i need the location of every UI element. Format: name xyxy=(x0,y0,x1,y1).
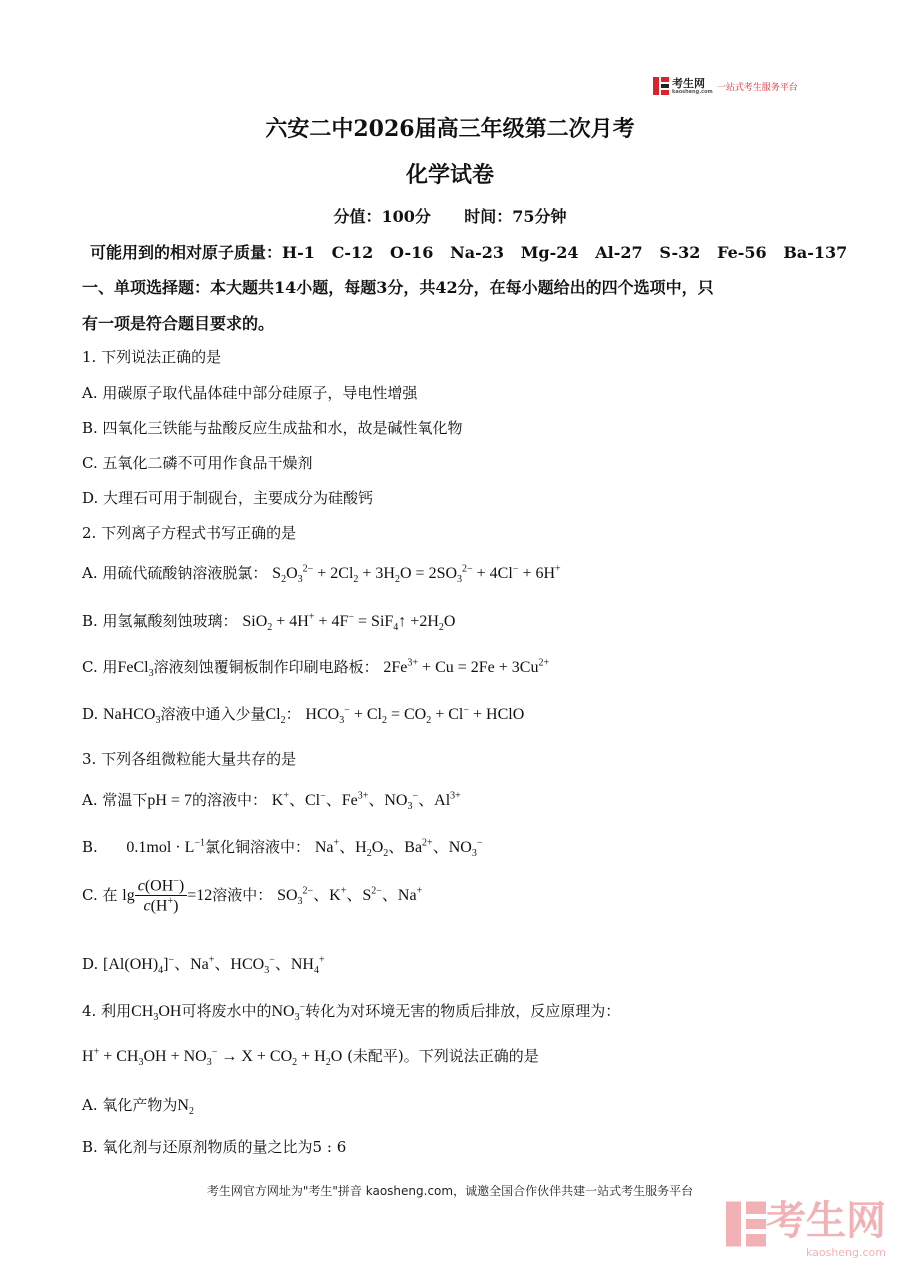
q2-b-equation: SiO$_2$ + 4H+ + 4F− = SiF$_4$↑ $+2H_2O$ xyxy=(242,611,456,634)
watermark xyxy=(726,1189,886,1259)
q3-option-b: B. $0.1mol \cdot L^{-1}$氯化铜溶液中： Na+、$H_2O_2$、$Ba^{2+}$、$NO_3^-$ xyxy=(82,837,483,860)
section-heading-line1: 一、单项选择题：本大题共14小题，每题3分，共42分，在每小题给出的四个选项中，只 xyxy=(82,278,714,297)
logo-slogan: 一站式考生服务平台 xyxy=(716,82,798,93)
q2-option-b: B. 用氢氟酸刻蚀玻璃： SiO$_2$ + 4H+ + 4F− = SiF$_4$↑ $+2H_2O$ xyxy=(82,611,456,634)
q1-option-a: A. 用碳原子取代晶体硅中部分硅原子，导电性增强 xyxy=(82,384,418,402)
atomic-masses: 可能用到的相对原子质量：H-1 C-12 O-16 Na-23 Mg-24 Al-27 S-32 Fe-56 Ba-137 xyxy=(90,243,848,262)
q1-stem: 1. 下列说法正确的是 xyxy=(82,348,222,366)
q4-option-b: B. 氧化剂与还原剂物质的量之比为5 : 6 xyxy=(82,1138,347,1156)
q1-option-b: B. 四氧化三铁能与盐酸反应生成盐和水，故是碱性氧化物 xyxy=(82,419,463,437)
footer-note: 考生网官方网址为"考生"拼音 kaosheng.com，诚邀全国合作伙伴共建一站式考生服务平台 xyxy=(206,1184,694,1198)
q4-stem: 4. 利用$CH_3OH$可将废水中的$NO_3^-$转化为对环境无害的物质后排放，反应原理为： xyxy=(82,1001,621,1024)
logo-brand: 考生网 kaosheng.com xyxy=(672,76,713,95)
q2-c-equation: $2Fe^{3+} + Cu = 2Fe + 3Cu^{2+}$ xyxy=(383,657,550,676)
q1-option-c: C. 五氧化二磷不可用作食品干燥剂 xyxy=(82,454,313,472)
brand-logo xyxy=(653,72,823,100)
q4-equation: $H^+ + CH_3OH + NO_3^- \to X + CO_2 + H_2O$ (未配平)。下列说法正确的是 xyxy=(82,1046,539,1069)
watermark-logo-icon xyxy=(726,1201,766,1247)
section-heading-line2: 有一项是符合题目要求的。 xyxy=(82,314,275,333)
q4-option-a: A. 氧化产物为$N_2$ xyxy=(82,1096,194,1118)
q1-option-d: D. 大理石可用于制砚台，主要成分为硅酸钙 xyxy=(82,489,374,507)
subject-title: 化学试卷 xyxy=(405,162,494,188)
q3-c-fraction: $\frac{c(OH^-)}{c(H^+)}$ xyxy=(135,876,188,916)
q3-option-d: D. $[Al(OH)_4]^-$、Na+、$HCO_3^-$、$NH_4^+$ xyxy=(82,954,325,977)
q2-option-a: A. 用硫代硫酸钠溶液脱氯： $S_2O_3^{2-} + 2Cl_2 + 3H_2O = 2SO_3^{2-} + 4Cl^- + 6H^+$ xyxy=(82,563,561,586)
page-title: 六安二中2026届高三年级第二次月考 xyxy=(265,116,635,142)
logo-icon xyxy=(653,77,669,95)
logo-domain: kaosheng.com xyxy=(672,88,713,95)
q2-d-equation: $HCO_3^- + Cl_2 = CO_2 + Cl^-$ + HClO xyxy=(305,704,525,727)
q3-stem: 3. 下列各组微粒能大量共存的是 xyxy=(82,750,297,768)
watermark-domain: kaosheng.com xyxy=(805,1246,886,1259)
q2-a-equation: $S_2O_3^{2-} + 2Cl_2 + 3H_2O = 2SO_3^{2-} + 4Cl^- + 6H^+$ xyxy=(272,563,561,586)
q3-option-a: A. 常温下pH = 7的溶液中： K+、Cl−、$Fe^{3+}$、$NO_3^-$、$Al^{3+}$ xyxy=(82,790,461,813)
score-time: 分值：100分 时间：75分钟 xyxy=(333,207,567,226)
q3-option-c: C. 在 lg $\frac{c(OH^-)}{c(H^+)}$ =12溶液中： $SO_3^{2-}$、K+、$S^{2-}$、Na+ xyxy=(82,876,423,915)
watermark-text: 考生网 xyxy=(766,1198,886,1244)
q2-stem: 2. 下列离子方程式书写正确的是 xyxy=(82,524,297,542)
q2-option-d: D. NaHCO$_3$溶液中通入少量$Cl_2$： $HCO_3^- + Cl_2 = CO_2 + Cl^-$ + HClO xyxy=(82,704,525,727)
q2-option-c: C. 用FeCl$_3$溶液刻蚀覆铜板制作印刷电路板： $2Fe^{3+} + Cu = 2Fe + 3Cu^{2+}$ xyxy=(82,657,550,680)
